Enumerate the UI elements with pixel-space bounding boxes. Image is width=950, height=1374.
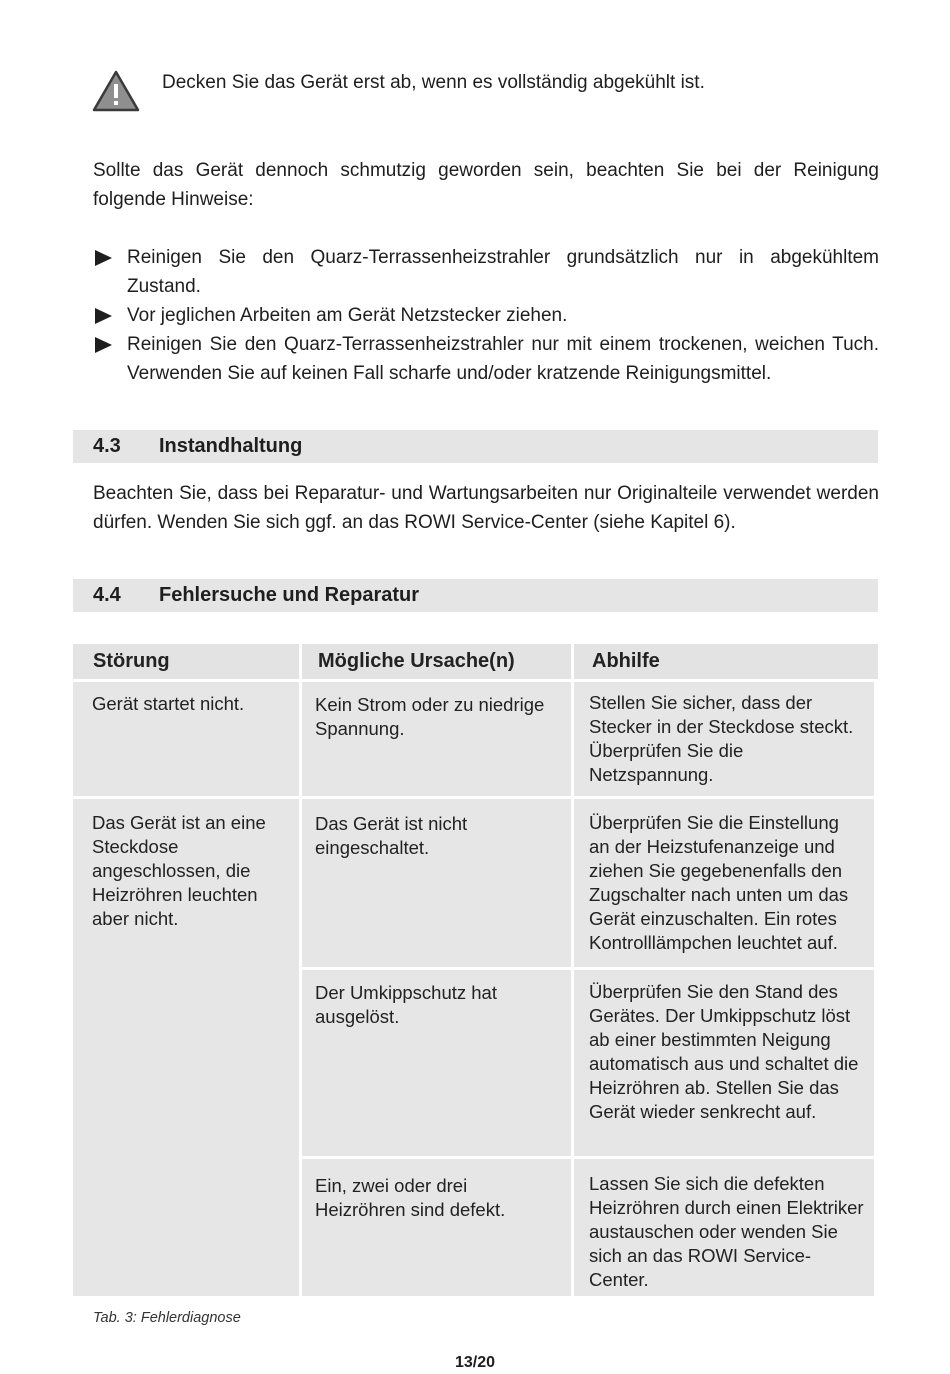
- section-4-3-text: Beachten Sie, dass bei Reparatur- und Wartungsarbeiten nur Originalteile verwendet werden dürfen. Wenden Sie sich ggf. an das ROWI Service-Center (siehe Kapitel 6).: [93, 483, 879, 533]
- table-cell-cause: Kein Strom oder zu niedrige Spannung.: [302, 682, 571, 796]
- section-title: Instandhaltung: [159, 435, 303, 457]
- bullet-text: Reinigen Sie den Quarz-Terrassenheizstrahler nur mit einem trockenen, weichen Tuch. Verwenden Sie auf keinen Fall scharfe und/oder kratzende Reinigungsmittel.: [127, 334, 879, 384]
- table-header-abhilfe: Abhilfe: [574, 644, 878, 679]
- section-number: 4.3: [93, 435, 121, 457]
- table-cell-remedy: Überprüfen Sie die Einstellung an der Heizstufenanzeige und ziehen Sie gegebenenfalls den Zugschalter nach unten um das Gerät einzuschalten. Ein rotes Kontrolllämpchen leuchtet auf.: [574, 799, 874, 967]
- table-cell-cause: Ein, zwei oder drei Heizröhren sind defekt.: [302, 1159, 571, 1296]
- table-cell-problem: Gerät startet nicht.: [73, 682, 299, 796]
- bullet-text: Vor jeglichen Arbeiten am Gerät Netzstecker ziehen.: [127, 305, 568, 326]
- table-cell-problem: Das Gerät ist an eine Steckdose angeschlossen, die Heizröhren leuchten aber nicht.: [73, 799, 299, 1296]
- table-cell-cause: Der Umkippschutz hat ausgelöst.: [302, 970, 571, 1156]
- table-header-ursache: Mögliche Ursache(n): [302, 644, 571, 679]
- table-cell-remedy: Überprüfen Sie den Stand des Gerätes. Der Umkippschutz löst ab einer bestimmten Neigung automatisch aus und schaltet die Heizröhren ab. Stellen Sie das Gerät wieder senkrecht auf.: [574, 970, 874, 1156]
- page-number: 13/20: [454, 1354, 496, 1371]
- table-cell-remedy: Stellen Sie sicher, dass der Stecker in der Steckdose steckt. Überprüfen Sie die Netzspannung.: [574, 682, 874, 796]
- table-cell-remedy: Lassen Sie sich die defekten Heizröhren durch einen Elektriker austauschen oder wenden Sie sich an das ROWI Service-Center.: [574, 1159, 874, 1296]
- warning-text: Decken Sie das Gerät erst ab, wenn es vollständig abgekühlt ist.: [162, 72, 705, 93]
- bullet-text: Reinigen Sie den Quarz-Terrassenheizstrahler grundsätzlich nur in abgekühltem Zustand.: [127, 247, 879, 297]
- table-cell-cause: Das Gerät ist nicht eingeschaltet.: [302, 799, 571, 967]
- table-header-stoerung: Störung: [73, 644, 299, 679]
- section-number: 4.4: [93, 584, 121, 606]
- cleaning-intro: Sollte das Gerät dennoch schmutzig geworden sein, beachten Sie bei der Reinigung folgende Hinweise:: [93, 160, 879, 210]
- section-title: Fehlersuche und Reparatur: [159, 584, 420, 606]
- table-caption: Tab. 3: Fehlerdiagnose: [93, 1310, 241, 1326]
